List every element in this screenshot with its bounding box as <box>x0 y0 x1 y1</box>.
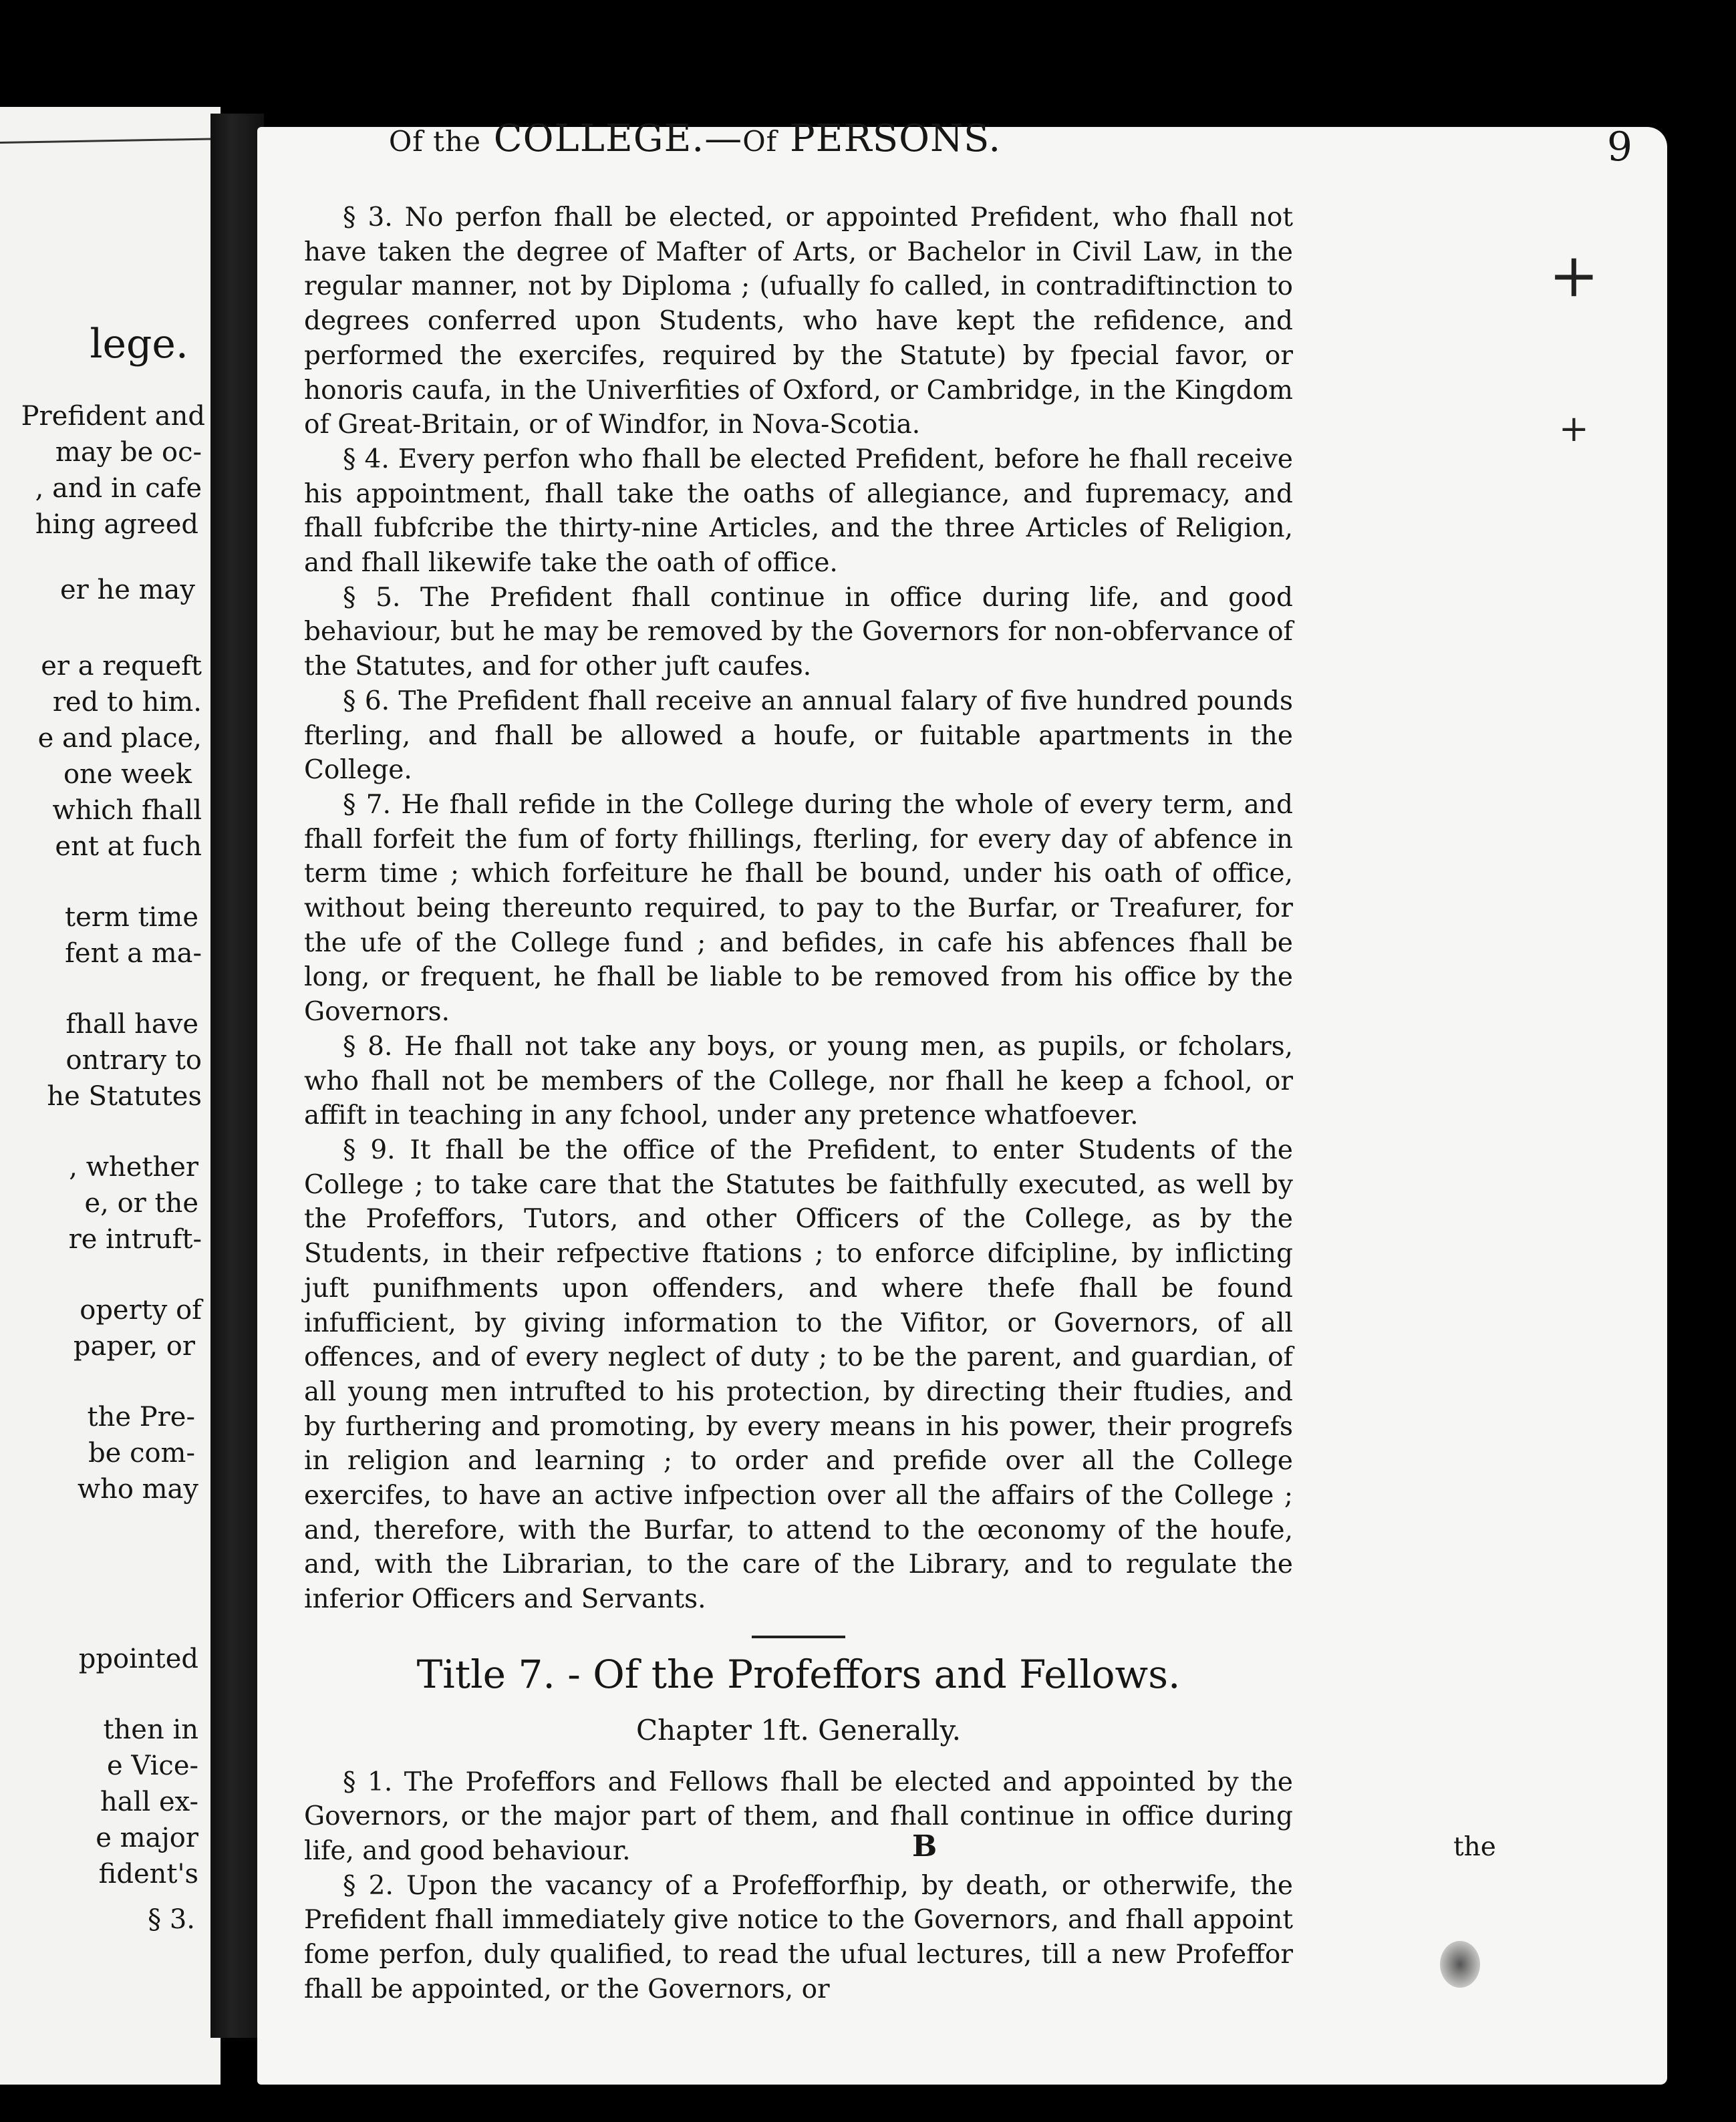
page-body <box>304 200 1293 2006</box>
previous-page <box>0 107 221 2085</box>
previous-page-line: e and place, <box>37 723 202 754</box>
ink-stain <box>1440 1941 1480 1988</box>
previous-page-line: fident's <box>98 1859 198 1889</box>
section-6-salary: § 6. The Prefident fhall receive an annual falary of five hundred pounds fterling, and fhall be allowed a houfe, or fuitable apartments in the College. <box>304 686 1293 786</box>
previous-page-line: , and in cafe <box>35 473 202 504</box>
previous-page-line: term time <box>65 902 198 933</box>
catchword: the <box>1453 1832 1496 1862</box>
previous-page-line: e Vice- <box>107 1751 198 1781</box>
running-head-dash: — <box>704 117 743 160</box>
previous-page-line: ent at fuch <box>55 831 202 862</box>
book-gutter <box>210 114 264 2038</box>
previous-page-line: re intruft- <box>68 1224 202 1255</box>
previous-page-line: the Pre- <box>87 1402 195 1432</box>
page-number: 9 <box>1606 124 1632 170</box>
running-head-college: COLLEGE. <box>493 117 705 160</box>
previous-page-line: be com- <box>88 1438 195 1469</box>
previous-page-line: which fhall <box>52 795 202 826</box>
previous-page-line: Prefident and <box>21 401 205 432</box>
previous-page-line: who may <box>77 1474 198 1505</box>
previous-page-line: he Statutes <box>47 1081 202 1112</box>
previous-page-line: , whether <box>69 1152 198 1183</box>
section-4-oaths: § 4. Every perfon who fhall be elected Prefident, before he fhall receive his appointment, fhall take the oaths of allegiance, and fupremacy, and fhall fubfcribe the thirty-nine Articles, and the three Articles of Religion, and fhall likewife take the oath of office. <box>304 444 1293 579</box>
section-7-residence: § 7. He fhall refide in the College during the whole of every term, and fhall forfeit the fum of forty fhillings, fterling, for every day of abfence in term time ; which forfeiture he fhall be bound, under his oath of office, without being thereunto required, to pay to the Burfar, or Treafurer, for the ufe of the College fund ; and befides, in cafe his abfences fhall be long, or frequent, he fhall be liable to be removed from his office by the Governors. <box>304 789 1293 1028</box>
title-7-heading: Title 7. - Of the Profeffors and Fellows. <box>416 1651 1181 1697</box>
section-2-vacancy: § 2. Upon the vacancy of a Profefforfhip, by death, or otherwife, the Prefident fhall immediately give notice to the Governors, and fhall appoint fome perfon, duly qualified, to read the ufual lectures, till a new Profeffor fhall be appointed, or the Governors, or <box>304 1870 1293 2004</box>
margin-cross-mark: + <box>1558 408 1589 450</box>
previous-page-line: § 3. <box>148 1904 195 1935</box>
running-head-of-the: Of the <box>388 125 481 158</box>
previous-page-line: may be oc- <box>55 437 202 468</box>
section-1-election-of-professors: § 1. The Profeffors and Fellows fhall be elected and appointed by the Governors, or the major part of them, and fhall continue in office during life, and good behaviour. <box>304 1767 1293 1866</box>
previous-page-line: ppointed <box>78 1644 198 1674</box>
previous-page-line: er he may <box>59 575 195 605</box>
margin-cross-mark: + <box>1548 241 1599 311</box>
previous-page-line: hall ex- <box>100 1787 198 1817</box>
section-9-office-of-president: § 9. It fhall be the office of the Prefident, to enter Students of the College ; to take care that the Statutes be faithfully executed, as well by the Profeffors, Tutors, and other Officers of the College, as by the Students, in their refpective ftations ; to enforce difcipline, by inflicting juft punifhments upon offenders, and where thefe fhall be found infufficient, by giving information to the Vifitor, or Governors, of all offences, and of every neglect of duty ; to be the parent, and guardian, of all young men intrufted to his protection, by directing their ftudies, and by furthering and promoting, by every means in his power, their progrefs in religion and learning ; to order and prefide over all the College exercifes, to have an active infpection over all the affairs of the College ; and, therefore, with the Burfar, to attend to the œconomy of the houfe, and, with the Librarian, to the care of the Library, and to regulate the inferior Officers and Servants. <box>304 1134 1293 1615</box>
running-head <box>294 117 1096 160</box>
previous-page-line: one week <box>63 759 192 790</box>
previous-page-line: then in <box>103 1714 198 1745</box>
previous-page-line: red to him. <box>52 687 202 718</box>
previous-page-line: e, or the <box>84 1188 198 1219</box>
previous-page-line: er a requeft <box>41 651 202 681</box>
previous-page-line: paper, or <box>73 1331 195 1362</box>
signature-mark: B <box>912 1829 937 1863</box>
previous-page-header-rule <box>0 138 221 144</box>
previous-page-line: lege. <box>90 321 188 367</box>
chapter-heading: Chapter 1ft. Generally. <box>636 1713 961 1747</box>
running-head-persons: PERSONS. <box>790 117 1002 160</box>
previous-page-line: operty of <box>80 1295 202 1326</box>
section-3-president-qualification: § 3. No perfon fhall be elected, or appointed Prefident, who fhall not have taken the degree of Mafter of Arts, or Bachelor in Civil Law, in the regular manner, not by Diploma ; (ufually fo called, in contradiftinction to degrees conferred upon Students, who have kept the refidence, and performed the exercifes, required by the Statute) by fpecial favor, or honoris caufa, in the Univerfities of Oxford, or Cambridge, in the Kingdom of Great-Britain, or of Windfor, in Nova-Scotia. <box>304 202 1293 440</box>
previous-page-line: e major <box>96 1823 198 1853</box>
section-5-tenure: § 5. The Prefident fhall continue in office during life, and good behaviour, but he may be removed by the Governors for non-obfervance of the Statutes, and for other juft caufes. <box>304 582 1293 682</box>
section-8-no-pupils: § 8. He fhall not take any boys, or young men, as pupils, or fcholars, who fhall not be members of the College, nor fhall he keep a fchool, or affift in teaching in any fchool, under any pretence whatfoever. <box>304 1031 1293 1131</box>
previous-page-line: fhall have <box>65 1009 198 1040</box>
previous-page-line: ontrary to <box>65 1045 202 1076</box>
title-divider <box>752 1636 845 1638</box>
previous-page-line: hing agreed <box>35 509 198 540</box>
previous-page-line: fent a ma- <box>65 938 202 969</box>
running-head-of: Of <box>742 125 778 158</box>
